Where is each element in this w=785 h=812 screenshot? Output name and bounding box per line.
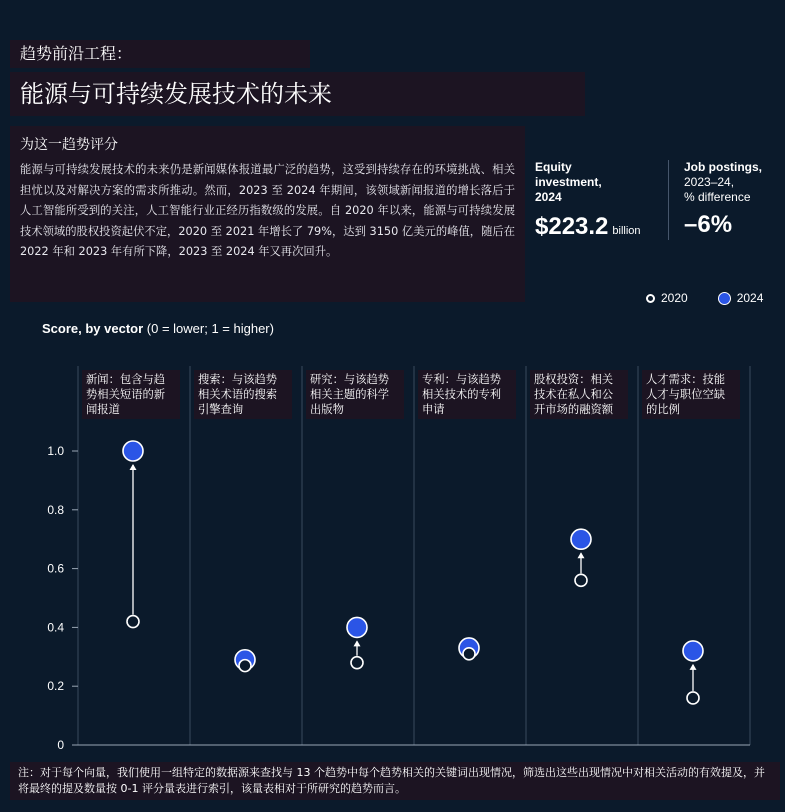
chart-title-scale: (0 = lower; 1 = higher)	[146, 321, 274, 336]
score-chart	[0, 360, 785, 760]
point-2020	[575, 574, 587, 586]
category-label: 股权投资：相关技术在私人和公开市场的融资额	[530, 370, 628, 419]
kpi-equity	[535, 160, 641, 241]
category-label: 研究：与该趋势相关主题的科学出版物	[306, 370, 404, 419]
point-2024	[683, 641, 703, 661]
chart-legend	[646, 291, 763, 305]
y-tick-label: 0.6	[47, 561, 64, 576]
point-2020	[127, 616, 139, 628]
category-label: 搜索：与该趋势相关术语的搜索引擎查询	[194, 370, 292, 419]
change-arrowhead	[690, 664, 697, 670]
legend-2024-label: 2024	[736, 291, 764, 305]
legend-2024-marker	[718, 292, 731, 305]
chart-title-main: Score, by vector	[42, 321, 144, 336]
kpi-equity-value-row	[535, 213, 641, 241]
kpi-jobs-metric: % difference	[684, 190, 751, 204]
chart-title	[42, 321, 274, 336]
y-tick-label: 1.0	[47, 444, 64, 458]
point-2024	[347, 617, 367, 637]
kpi-equity-value: $223.2	[535, 213, 609, 240]
y-tick-label: 0.8	[47, 502, 64, 517]
footnote: 注：对于每个向量，我们使用一组特定的数据源来查找与 13 个趋势中每个趋势相关的关键词出现情况，筛选出这些出现情况中对相关活动的有效提及，并将最终的提及数量按 0-1 评分量表进行索引，该量表相对于所研究的趋势而言。	[10, 762, 780, 800]
kpi-jobs-label: Job postings,	[684, 160, 762, 174]
category-label: 专利：与该趋势相关技术的专利申请	[418, 370, 516, 419]
page-title: 能源与可持续发展技术的未来	[10, 72, 585, 116]
change-arrowhead	[130, 464, 137, 470]
change-arrowhead	[354, 640, 361, 646]
description-panel	[10, 126, 525, 302]
point-2020	[687, 692, 699, 704]
y-tick-label: 0.4	[47, 620, 64, 635]
category-label: 人才需求：技能人才与职位空缺的比例	[642, 370, 740, 419]
description-heading: 为这一趋势评分	[20, 137, 118, 153]
change-arrowhead	[578, 552, 585, 558]
page-subtitle: 趋势前沿工程：	[10, 40, 310, 68]
kpi-equity-label: Equity investment,	[535, 160, 602, 189]
kpi-jobs	[684, 160, 762, 239]
y-tick-label: 0.2	[47, 679, 64, 694]
y-tick-label: 0	[57, 738, 64, 752]
kpi-jobs-value: –6%	[684, 211, 733, 238]
kpi-equity-unit: billion	[612, 225, 641, 237]
point-2020	[463, 648, 475, 660]
kpi-divider	[668, 160, 669, 240]
kpi-equity-year: 2024	[535, 190, 562, 204]
description-body: 能源与可持续发展技术的未来仍是新闻媒体报道最广泛的趋势，这受到持续存在的环境挑战、相关担忧以及对解决方案的需求所推动。然而，2023 至 2024 年期间，该领域新闻报道的增长落后于人工智能所受到的关注，人工智能行业正经历指数级的发展。自 2020 年以来，能源与可持续发展技术领域的股权投资起伏不定，2020 至 2021 年增长了 79%，达到 3150 亿美元的峰值，随后在 2022 年和 2023 年有所下降，2023 至 2024 年又再次回升。	[20, 163, 515, 258]
point-2024	[123, 441, 143, 461]
category-label: 新闻：包含与趋势相关短语的新闻报道	[82, 370, 180, 419]
kpi-jobs-period: 2023–24,	[684, 175, 735, 189]
legend-2020-marker	[646, 294, 655, 303]
legend-2020-label: 2020	[661, 291, 688, 305]
point-2020	[351, 657, 363, 669]
point-2020	[239, 660, 251, 672]
point-2024	[571, 529, 591, 549]
